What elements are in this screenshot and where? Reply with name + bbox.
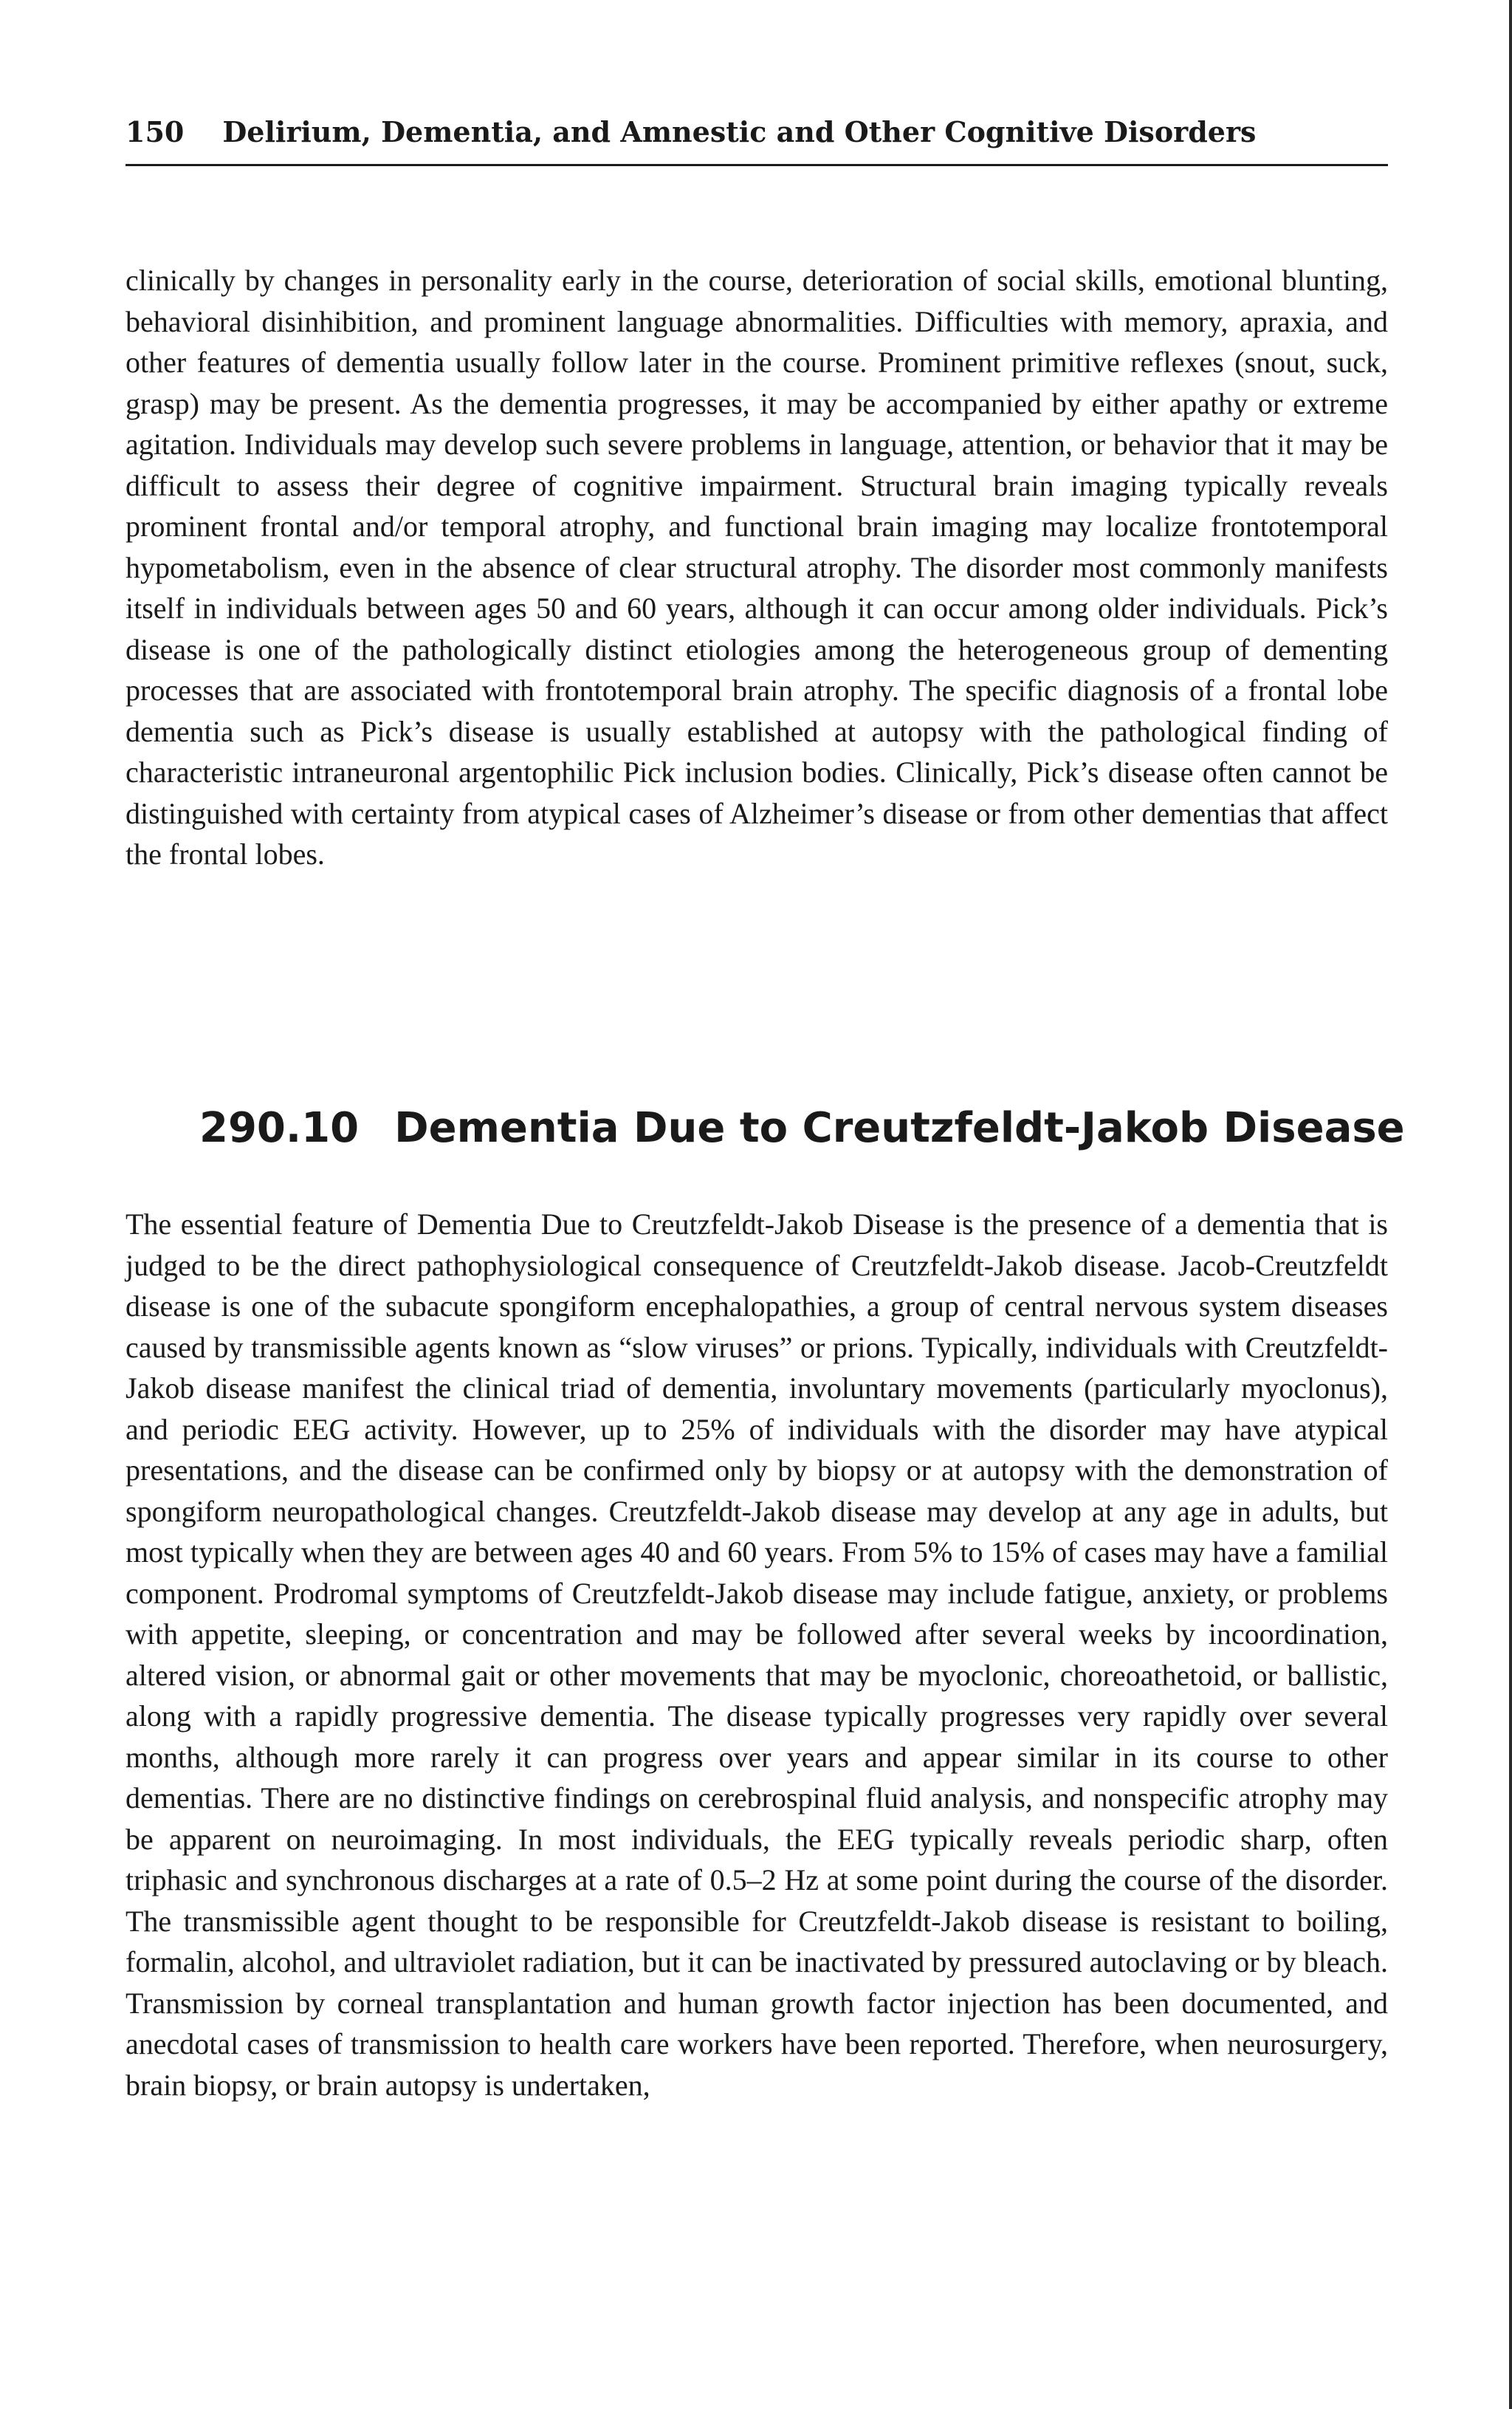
running-title: Delirium, Dementia, and Amnestic and Other Cognitive Disorders: [222, 115, 1257, 148]
page-edge-line: [1509, 0, 1512, 2409]
page-number: 150: [126, 115, 185, 148]
paragraph-continued: clinically by changes in personality early in the course, deterioration of social skills, emotional blunting, behavioral disinhibition, and prominent language abnormalities. Difficulties with memory, apraxia, and other features of dementia usually follow later in the course. Prominent primitive reflexes (snout, suck, grasp) may be present. As the dementia progresses, it may be accompanied by either apathy or extreme agitation. Individuals may develop such severe problems in language, attention, or behavior that it may be difficult to assess their degree of cognitive impairment. Structural brain imaging typically reveals prominent frontal and/or temporal atrophy, and functional brain imaging may localize frontotemporal hypometabolism, even in the absence of clear structural atrophy. The disorder most commonly manifests itself in individuals between ages 50 and 60 years, although it can occur among older individuals. Pick’s disease is one of the pathologically distinct etiologies among the heterogeneous group of dementing processes that are associated with frontotemporal brain atrophy. The specific diagnosis of a frontal lobe dementia such as Pick’s disease is usually established at autopsy with the pathological finding of characteristic intraneuronal argentophilic Pick inclusion bodies. Clinically, Pick’s disease often cannot be distinguished with certainty from atypical cases of Alzheimer’s disease or from other dementias that affect the frontal lobes.: [126, 264, 1388, 871]
section-code: 290.10: [199, 1104, 360, 1152]
section-title: Dementia Due to Creutzfeldt-Jakob Disease: [394, 1104, 1405, 1152]
book-page: [126, 0, 1405, 2409]
running-header: [126, 114, 1388, 150]
paragraph-essential-feature: The essential feature of Dementia Due to Creutzfeldt-Jakob Disease is the presence of a dementia that is judged to be the direct pathophysiological consequence of Creutzfeldt-Jakob disease. Jacob-Creutzfeldt disease is one of the subacute spongiform encephalopathies, a group of central nervous system diseases caused by transmissible agents known as “slow viruses” or prions. Typically, individuals with Creutzfeldt-Jakob disease manifest the clinical triad of dementia, involuntary movements (particularly myoclonus), and periodic EEG activity. However, up to 25% of individuals with the disorder may have atypical presentations, and the disease can be confirmed only by biopsy or at autopsy with the demonstration of spongiform neuropathological changes. Creutzfeldt-Jakob disease may develop at any age in adults, but most typically when they are between ages 40 and 60 years. From 5% to 15% of cases may have a familial component. Prodromal symptoms of Creutzfeldt-Jakob disease may include fatigue, anxiety, or problems with appetite, sleeping, or concentration and may be followed after several weeks by incoordination, altered vision, or abnormal gait or other movements that may be myoclonic, choreoathetoid, or ballistic, along with a rapidly progressive dementia. The disease typically progresses very rapidly over several months, although more rarely it can progress over years and appear similar in its course to other dementias. There are no distinctive findings on cerebrospinal fluid analysis, and nonspecific atrophy may be apparent on neuroimaging. In most individuals, the EEG typically reveals periodic sharp, often triphasic and synchronous discharges at a rate of 0.5–2 Hz at some point during the course of the disorder. The transmissible agent thought to be responsible for Creutzfeldt-Jakob disease is resistant to boiling, formalin, alcohol, and ultraviolet radiation, but it can be inactivated by pressured autoclaving or by bleach. Transmission by corneal transplantation and human growth factor injection has been documented, and anecdotal cases of transmission to health care workers have been reported. Therefore, when neurosurgery, brain biopsy, or brain autopsy is undertaken,: [126, 1207, 1388, 2102]
header-rule: [126, 164, 1388, 166]
section-heading: [199, 1099, 1405, 1158]
